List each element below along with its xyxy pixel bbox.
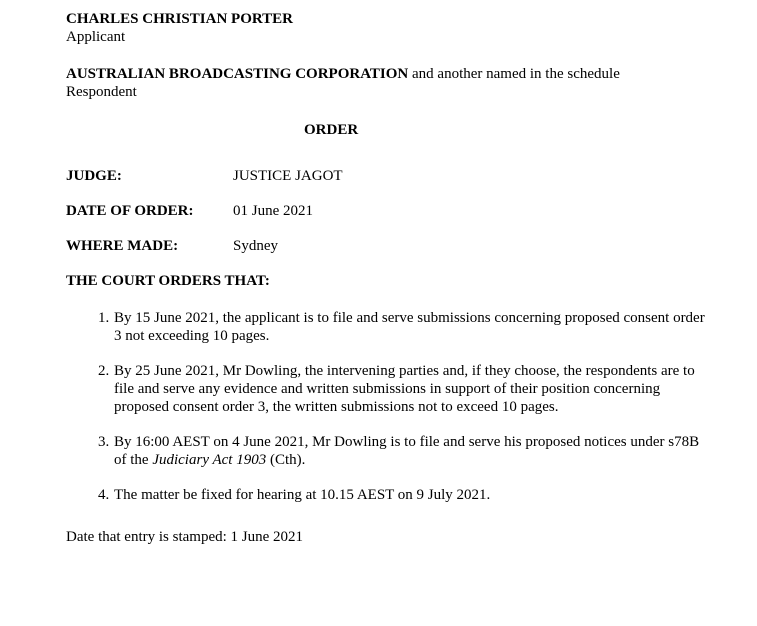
detail-label: JUDGE: [66, 168, 122, 184]
detail-row-date [66, 202, 706, 220]
detail-value: 01 June 2021 [233, 203, 313, 219]
order-item [66, 486, 706, 504]
detail-label: DATE OF ORDER: [66, 203, 194, 219]
detail-row-judge [66, 167, 706, 185]
applicant-name: CHARLES CHRISTIAN PORTER [66, 11, 294, 27]
order-number [66, 362, 114, 416]
respondent-name: AUSTRALIAN BROADCASTING CORPORATION [66, 66, 409, 82]
order-text-act-title: Judiciary Act 1903 [152, 452, 267, 468]
order-item [66, 309, 706, 345]
order-number-text: 2. [98, 363, 110, 379]
order-number-text: 3. [98, 434, 110, 450]
detail-label: WHERE MADE: [66, 238, 179, 254]
orders-heading: THE COURT ORDERS THAT: [66, 273, 270, 289]
orders-list [66, 309, 706, 504]
applicant-block [66, 10, 706, 46]
order-text-before: By 16:00 AEST on 4 June 2021, Mr Dowling is to file and serve his proposed notices under s78B of the [114, 434, 700, 468]
order-item [66, 362, 706, 416]
order-text-after: (Cth). [266, 452, 306, 468]
detail-value: JUSTICE JAGOT [233, 168, 343, 184]
order-text: The matter be fixed for hearing at 10.15 AEST on 9 July 2021. [114, 487, 491, 503]
detail-value: Sydney [233, 238, 278, 254]
order-text [114, 433, 706, 469]
respondent-name-line [66, 65, 706, 83]
respondent-role: Respondent [66, 84, 137, 100]
court-order-document [66, 10, 706, 546]
order-text: By 15 June 2021, the applicant is to file and serve submissions concerning proposed consent order 3 not exceeding 10 pages. [114, 310, 705, 344]
order-number [66, 309, 114, 345]
respondent-name-suffix: and another named in the schedule [408, 66, 620, 82]
order-number [66, 433, 114, 469]
order-number-text: 4. [98, 487, 110, 503]
order-number-text: 1. [98, 310, 110, 326]
order-title: ORDER [304, 122, 359, 138]
applicant-role: Applicant [66, 29, 126, 45]
order-details [66, 167, 706, 255]
order-number [66, 486, 114, 504]
order-item [66, 433, 706, 469]
respondent-block [66, 65, 706, 101]
entry-stamp-date: Date that entry is stamped: 1 June 2021 [66, 529, 304, 545]
detail-row-place [66, 237, 706, 255]
order-text: By 25 June 2021, Mr Dowling, the intervening parties and, if they choose, the respondents are to file and serve any evidence and written submissions in support of their position concerning proposed consent order 3, the written submissions not to exceed 10 pages. [114, 363, 695, 415]
